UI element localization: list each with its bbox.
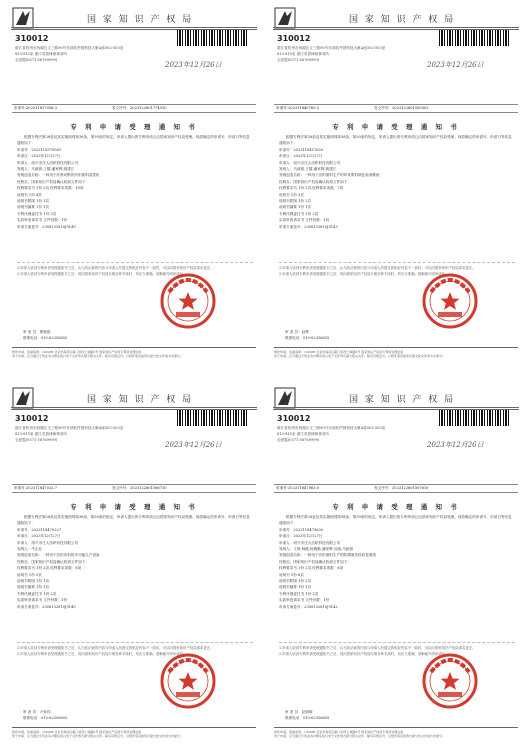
field-row: 专利代理委托书 1份 2页	[17, 591, 57, 596]
field-row: 发明人：王铮,杨健,杨雅勤,潘家辉,沈晓,马政骐	[279, 547, 353, 552]
examiner-block	[23, 709, 67, 721]
recipient-address	[277, 45, 427, 63]
header-divider	[11, 27, 257, 28]
app-no-label: 申请号:	[276, 106, 288, 110]
footer-line: 纸件申请，回函请寄：100088 北京市海淀区蓟门桥西土城路6号 国家知识产权局专利局受理处收	[274, 730, 404, 734]
field-row: 说明书 1份 4页	[17, 192, 42, 197]
doc-no: 2023122601567610	[392, 486, 429, 490]
examiner-name: 赵嫦娥	[301, 710, 313, 714]
field-row: 申请方案卷号：2308132810J9149	[17, 224, 76, 229]
field-row: 说明书摘要 1份 1页	[279, 205, 312, 210]
field-row: 说明书附图 1份 1页	[17, 579, 50, 584]
address-line: 813-815室 浙江英普律师事务所	[277, 432, 330, 436]
barcode	[439, 30, 511, 46]
footer-line: 电子申请，应当通过专利业务办理系统以电子文件形式提交相关文件。除另有规定外，以纸件等其他形式提交的文件视为未提交。	[12, 734, 184, 739]
cnipa-logo-icon	[12, 387, 34, 409]
address-line: 浙江省杭州市西湖区文三路90号东部软件园科技大厦A座502-503室	[15, 426, 124, 430]
notes	[17, 262, 253, 277]
phone-label: 联系电话：	[23, 336, 41, 340]
phone-number: 010-62356655	[302, 716, 330, 720]
office-name: 国 家 知 识 产 权 局	[349, 395, 456, 405]
field-row: 申请人：绍兴市庄大纺织科技有限公司	[279, 540, 341, 545]
field-row: 申请日：2023年12月27日	[279, 154, 323, 159]
footer	[274, 727, 518, 739]
phone-row	[23, 715, 67, 721]
field-row: 申请日：2023年12月27日	[17, 154, 61, 159]
note-line: 2.申请人收到专利申请受理通知书之后，再向国家知识产权局办理各种手续时，均应当准确、清晰地写明申请号。	[279, 272, 449, 276]
field-row: 实质审查请求书 文件份数：1份	[17, 218, 68, 223]
barcode	[177, 410, 249, 426]
postcode: 310012	[15, 414, 49, 423]
field-row: 权利要求书 1份 2页,权利要求项数：8项	[279, 566, 344, 571]
phone-row	[285, 715, 329, 721]
field-list	[279, 527, 515, 610]
note-line: 1.申请人收到专利申请受理通知书之后，认为其记载的内容与申请人所提交的相应内容不一致时，可以向国家知识产权局请求更正。	[279, 266, 476, 270]
official-seal-icon	[421, 652, 479, 710]
examiner-block	[285, 709, 329, 721]
field-row: 申请号：2023118479630	[279, 527, 324, 532]
issue-date: 2023年12月26日	[427, 61, 484, 69]
field-row: 申请人：绍兴市庄大纺织科技有限公司	[17, 160, 79, 165]
examiner-block	[285, 329, 329, 341]
barcode	[177, 30, 249, 46]
field-row: 实质审查请求书 文件份数：1份	[279, 218, 330, 223]
examiner-label: 审 查 员：	[23, 710, 40, 714]
field-row: 专利代理委托书 1份 2页	[279, 211, 319, 216]
field-row: 经核实，国家知识产权局确认收到文件如下：	[279, 179, 351, 184]
examiner-name: 卢家祥	[39, 710, 51, 714]
reference-line	[12, 104, 256, 113]
issue-date: 2023年12月26日	[165, 61, 222, 69]
cnipa-logo-icon	[274, 387, 296, 409]
official-seal-icon	[159, 272, 217, 330]
doc-no: 2023122601550502	[392, 106, 429, 110]
doc-no: 2023122601566710	[130, 486, 167, 490]
examiner-label: 审 查 员：	[285, 710, 302, 714]
field-row: 专利代理委托书 1份 2页	[17, 211, 57, 216]
address-line: 毛爱霞(0571-56769999)	[15, 58, 58, 62]
field-row: 申请方案卷号：2308132810J9143	[279, 224, 338, 229]
field-row: 发明创造名称：一种用于纤维切断的纺织面料清洗机	[17, 173, 100, 178]
field-row: 经核实，国家知识产权局确认收到文件如下：	[279, 559, 351, 564]
recipient-address	[15, 425, 165, 443]
address-line: 813-815室 浙江英普律师事务所	[15, 432, 68, 436]
field-row: 专利代理委托书 1份 2页	[279, 591, 319, 596]
issue-date: 2023年12月26日	[427, 441, 484, 449]
field-row: 实质审查请求书 文件份数：1份	[17, 598, 68, 603]
examiner-block	[23, 329, 67, 341]
footer-line: 电子申请，应当通过专利业务办理系统以电子文件形式提交相关文件。除另有规定外，以纸件等其他形式提交的文件视为未提交。	[274, 734, 446, 739]
field-row: 说明书附图 1份 2页	[279, 199, 312, 204]
examiner-name: 曹艳艳	[39, 330, 51, 334]
footer-line: 纸件申请，回函请寄：100088 北京市海淀区蓟门桥西土城路6号 国家知识产权局专利局受理处收	[274, 350, 404, 354]
doc-no: 2023122601774510	[130, 106, 167, 110]
field-row: 权利要求书 1份 2页,权利要求项数：10项	[17, 186, 84, 191]
footer-line: 纸件申请，回函请寄：100088 北京市海淀区蓟门桥西土城路6号 国家知识产权局专利局受理处收	[12, 730, 142, 734]
phone-number: 010-62356655	[40, 336, 68, 340]
field-row: 申请方案卷号：2308132810J9140	[17, 604, 76, 609]
note-line: 2.申请人收到专利申请受理通知书之后，再向国家知识产权局办理各种手续时，均应当准确、清晰地写明申请号。	[17, 652, 187, 656]
office-name: 国 家 知 识 产 权 局	[87, 395, 194, 405]
patent-notice-sheet	[271, 4, 521, 362]
field-row: 发明人：马政骐,王耀,潘家辉,姚建江	[17, 167, 75, 172]
examiner-name: 赵辉	[301, 330, 309, 334]
office-name: 国 家 知 识 产 权 局	[349, 15, 456, 25]
footer-line: 电子申请，应当通过专利业务办理系统以电子文件形式提交相关文件。除另有规定外，以纸件等其他形式提交的文件视为未提交。	[274, 354, 446, 359]
document-title: 专 利 申 请 受 理 通 知 书	[70, 503, 198, 511]
field-row: 经核实，国家知识产权局确认收到文件如下：	[17, 559, 89, 564]
postcode: 310012	[15, 34, 49, 43]
address-line: 813-815室 浙江英普律师事务所	[15, 52, 68, 56]
address-line: 浙江省杭州市西湖区文三路90号东部软件园科技大厦A座502-503室	[277, 426, 386, 430]
examiner-label: 审 查 员：	[285, 330, 302, 334]
field-row: 申请日：2023年12月27日	[17, 534, 61, 539]
phone-label: 联系电话：	[23, 716, 41, 720]
address-line: 浙江省杭州市西湖区文三路90号东部软件园科技大厦A座502-503室	[15, 46, 124, 50]
field-row: 发明创造名称：一种用于纺织面料生产的防褶皱布料收卷系统	[279, 553, 377, 558]
field-row: 说明书摘要 1份 1页	[17, 585, 50, 590]
field-row: 权利要求书 1份 2页,权利要求项数：8项	[17, 566, 82, 571]
app-no: 202311845765.0	[288, 106, 319, 110]
doc-no-label: 发文序号:	[374, 106, 390, 110]
phone-label: 联系电话：	[285, 716, 303, 720]
field-list	[17, 147, 253, 230]
document-title: 专 利 申 请 受 理 通 知 书	[332, 503, 460, 511]
address-line: 毛爱霞(0571-56769999)	[15, 438, 58, 442]
footer-line: 纸件申请，回函请寄：100088 北京市海淀区蓟门桥西土城路6号 国家知识产权局专利局受理处收	[12, 350, 142, 354]
field-row: 说明书附图 1份 3页	[17, 199, 50, 204]
field-row: 申请人：绍兴市庄大纺织科技有限公司	[17, 540, 79, 545]
notice-body	[279, 134, 515, 230]
note-line: 2.申请人收到专利申请受理通知书之后，再向国家知识产权局办理各种手续时，均应当准确、清晰地写明申请号。	[17, 272, 187, 276]
field-row: 经核实，国家知识产权局确认收到文件如下：	[17, 179, 89, 184]
field-row: 说明书附图 1份 2页	[279, 579, 312, 584]
notice-body	[279, 514, 515, 610]
field-row: 实质审查请求书 文件份数：1份	[279, 598, 330, 603]
field-row: 说明书 1份 5页	[279, 192, 304, 197]
recipient-address	[15, 45, 165, 63]
notice-body	[17, 514, 253, 610]
doc-no-label: 发文序号:	[374, 486, 390, 490]
field-list	[279, 147, 515, 230]
intro-paragraph: 根据专利法第28条及其实施细则第38条、第39条的规定，申请人提出的专利申请已由国家知识产权局受理。现将确定的申请号、申请日等信息通知如下：	[17, 135, 250, 146]
field-row: 权利要求书 1份 2页,权利要求项数：7项	[279, 186, 344, 191]
official-seal-icon	[421, 272, 479, 330]
field-row: 说明书 1份 6页	[279, 572, 304, 577]
address-line: 浙江省杭州市西湖区文三路90号东部软件园科技大厦A座502-503室	[277, 46, 386, 50]
notes	[279, 262, 515, 277]
note-line: 2.申请人收到专利申请受理通知书之后，再向国家知识产权局办理各种手续时，均应当准确、清晰地写明申请号。	[279, 652, 449, 656]
issue-date: 2023年12月26日	[165, 441, 222, 449]
doc-no-label: 发文序号:	[112, 106, 128, 110]
doc-no-label: 发文序号:	[112, 486, 128, 490]
patent-notice-sheet	[9, 4, 259, 362]
field-row: 说明书摘要 1份 1页	[279, 585, 312, 590]
field-row: 申请号：2023118457650	[279, 147, 324, 152]
app-no-label: 申请号:	[14, 486, 26, 490]
intro-paragraph: 根据专利法第28条及其实施细则第38条、第39条的规定，申请人提出的专利申请已由国家知识产权局受理。现将确定的申请号、申请日等信息通知如下：	[279, 135, 512, 146]
header-divider	[273, 27, 519, 28]
address-line: 813-815室 浙江英普律师事务所	[277, 52, 330, 56]
examiner-label: 审 查 员：	[23, 330, 40, 334]
app-no-label: 申请号:	[14, 106, 26, 110]
phone-number: 010-62356655	[302, 336, 330, 340]
note-line: 1.申请人收到专利申请受理通知书之后，认为其记载的内容与申请人所提交的相应内容不一致时，可以向国家知识产权局请求更正。	[279, 646, 476, 650]
phone-row	[285, 335, 329, 341]
phone-label: 联系电话：	[285, 336, 303, 340]
field-row: 说明书摘要 1份 1页	[17, 205, 50, 210]
phone-number: 010-62356655	[40, 716, 68, 720]
reference-line	[274, 484, 518, 493]
field-row: 说明书 1份 5页	[17, 572, 42, 577]
header-divider	[273, 407, 519, 408]
field-row: 发明创造名称：一种用于纺织面料生产的印染浆料颜色检测系统	[279, 173, 380, 178]
cnipa-logo-icon	[274, 7, 296, 29]
intro-paragraph: 根据专利法第28条及其实施细则第38条、第39条的规定，申请人提出的专利申请已由国家知识产权局受理。现将确定的申请号、申请日等信息通知如下：	[279, 515, 512, 526]
notes	[279, 642, 515, 657]
official-seal-icon	[159, 652, 217, 710]
barcode	[439, 410, 511, 426]
app-no: 202311847963.0	[288, 486, 319, 490]
app-no: 202311847022.7	[26, 486, 57, 490]
footer-line: 电子申请，应当通过专利业务办理系统以电子文件形式提交相关文件。除另有规定外，以纸件等其他形式提交的文件视为未提交。	[12, 354, 184, 359]
app-no: 202311837056.3	[26, 106, 57, 110]
field-row: 申请日：2023年12月27日	[279, 534, 323, 539]
address-line: 毛爱霞(0571-56769999)	[277, 438, 320, 442]
notice-body	[17, 134, 253, 230]
field-row: 申请号：2023118370563	[17, 147, 62, 152]
office-name: 国 家 知 识 产 权 局	[87, 15, 194, 25]
patent-notice-sheet	[271, 384, 521, 742]
notes	[17, 642, 253, 657]
footer	[12, 727, 256, 739]
document-title: 专 利 申 请 受 理 通 知 书	[70, 123, 198, 131]
postcode: 310012	[277, 414, 311, 423]
postcode: 310012	[277, 34, 311, 43]
address-line: 毛爱霞(0571-56769999)	[277, 58, 320, 62]
recipient-address	[277, 425, 427, 443]
header-divider	[11, 407, 257, 408]
field-row: 申请人：绍兴市庄大纺织科技有限公司	[279, 160, 341, 165]
intro-paragraph: 根据专利法第28条及其实施细则第38条、第39条的规定，申请人提出的专利申请已由国家知识产权局受理。现将确定的申请号、申请日等信息通知如下：	[17, 515, 250, 526]
app-no-label: 申请号:	[276, 486, 288, 490]
reference-line	[12, 484, 256, 493]
footer	[12, 347, 256, 359]
note-line: 1.申请人收到专利申请受理通知书之后，认为其记载的内容与申请人所提交的相应内容不一致时，可以向国家知识产权局请求更正。	[17, 646, 214, 650]
footer	[274, 347, 518, 359]
field-list	[17, 527, 253, 610]
patent-notice-sheet	[9, 384, 259, 742]
note-line: 1.申请人收到专利申请受理通知书之后，认为其记载的内容与申请人所提交的相应内容不一致时，可以向国家知识产权局请求更正。	[17, 266, 214, 270]
field-row: 发明人：马政骐,王耀,潘家辉,姚建江	[279, 167, 337, 172]
cnipa-logo-icon	[12, 7, 34, 29]
field-row: 发明人：牛企业	[17, 547, 43, 552]
field-row: 申请号：2023118470227	[17, 527, 62, 532]
document-title: 专 利 申 请 受 理 通 知 书	[332, 123, 460, 131]
field-row: 发明创造名称：一种用于纺织布料的多功能生产设备	[17, 553, 100, 558]
phone-row	[23, 335, 67, 341]
field-row: 申请方案卷号：2308132810J9142	[279, 604, 338, 609]
reference-line	[274, 104, 518, 113]
